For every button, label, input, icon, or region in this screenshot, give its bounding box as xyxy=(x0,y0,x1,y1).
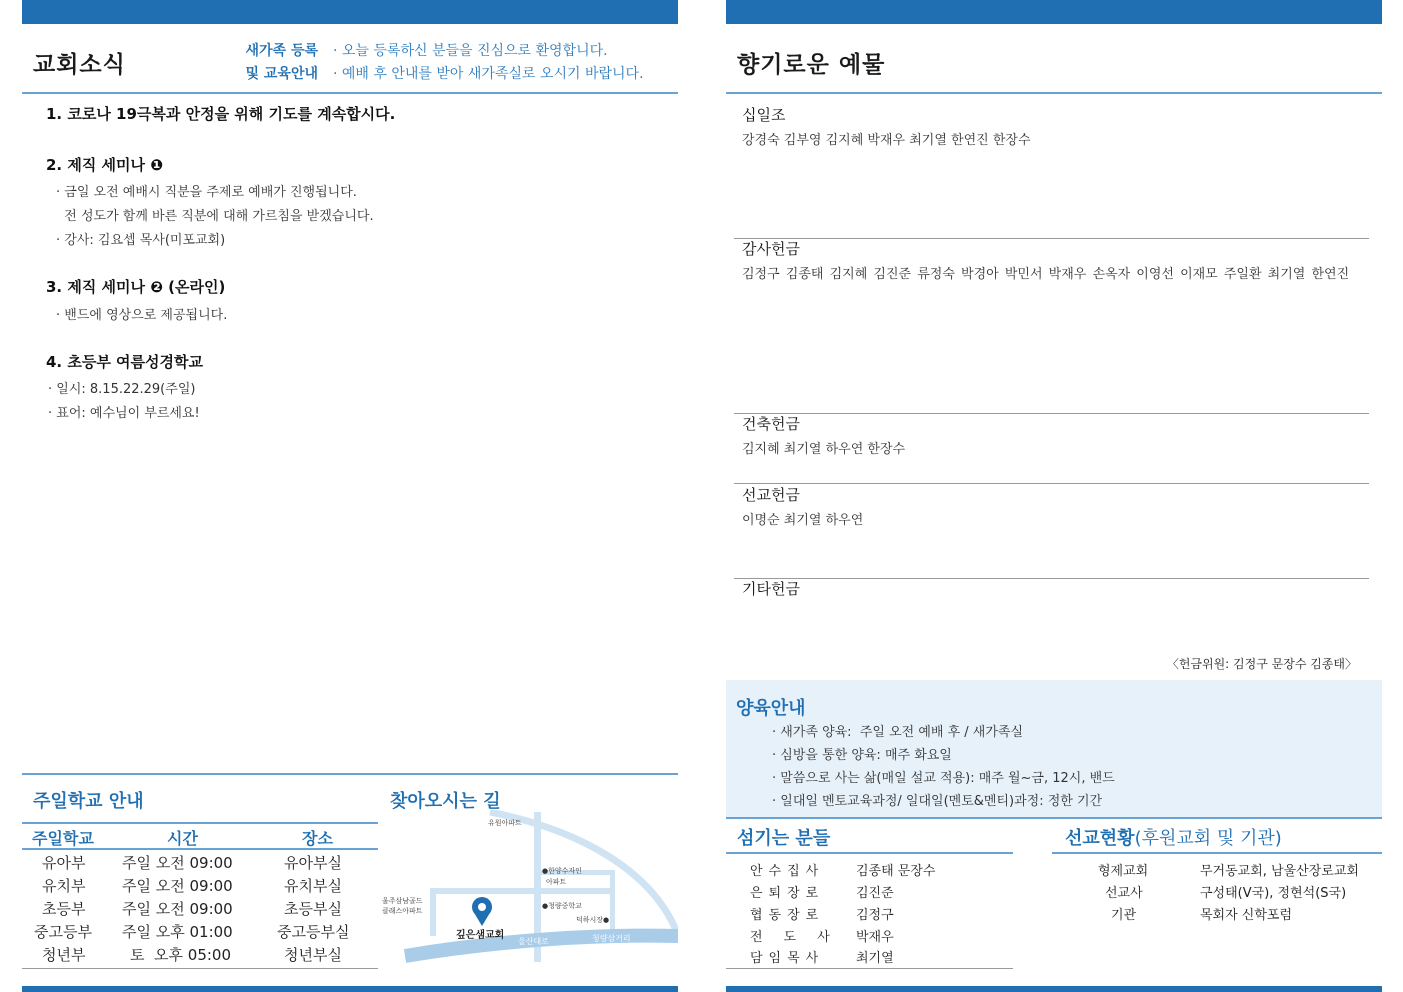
offering-givers: 강경숙 김부영 김지혜 박재우 최기열 한연진 한장수 xyxy=(742,133,1031,148)
offering-committee: 〈헌금위원: 김정구 문장수 김종태〉 xyxy=(1166,657,1357,671)
offering-name: 감사헌금 xyxy=(742,240,800,258)
news-item-1-heading: 1. 코로나 19극복과 안정을 위해 기도를 계속합시다. xyxy=(46,105,396,123)
news-item-4-line: · 일시: 8.15.22.29(주일) xyxy=(48,382,196,397)
news-item-4-heading: 4. 초등부 여름성경학교 xyxy=(46,353,203,371)
map-label-apartment-2: ●한양수자인 xyxy=(542,867,582,875)
mission-category: 형제교회 xyxy=(1098,864,1149,879)
mission-category: 기관 xyxy=(1111,908,1137,923)
news-item-2-line: 전 성도가 함께 바른 직분에 대해 가르침을 받겠습니다. xyxy=(56,209,374,224)
offering-separator xyxy=(734,578,1369,579)
sunday-school-title: 주일학교 안내 xyxy=(33,791,144,812)
mission-rule xyxy=(1052,852,1382,854)
news-item-4-line: · 표어: 예수님이 부르세요! xyxy=(48,406,200,421)
row-time: 주일 오전 09:00 xyxy=(122,900,233,918)
staff-rule xyxy=(726,852,1013,854)
offering-name: 기타헌금 xyxy=(742,580,800,598)
map-road-label-2: 청량삼거리 xyxy=(592,934,631,943)
registration-line: · 오늘 등록하신 분들을 진심으로 환영합니다. xyxy=(333,43,608,59)
mission-value: 목회자 신학포럼 xyxy=(1200,908,1293,923)
staff-name: 김정구 xyxy=(856,908,894,923)
row-time: 주일 오전 09:00 xyxy=(122,877,233,895)
top-bar-left xyxy=(22,0,678,24)
staff-role: 전도사 xyxy=(750,930,851,945)
map-road-label-1: 울산대로 xyxy=(518,937,549,946)
staff-role: 담임목사 xyxy=(750,951,825,966)
mission-value: 구성태(V국), 정현석(S국) xyxy=(1200,886,1347,901)
registration-label-line1: 새가족 등록 xyxy=(245,43,318,59)
staff-name: 김종태 문장수 xyxy=(856,864,936,879)
row-school: 유치부 xyxy=(42,877,86,895)
education-line: · 말씀으로 사는 삶(매일 설교 적용): 매주 월~금, 12시, 밴드 xyxy=(772,771,1115,786)
mission-category: 선교사 xyxy=(1105,886,1143,901)
offering-givers: 이명순 최기열 하우연 xyxy=(742,513,864,528)
offering-name: 십일조 xyxy=(742,106,786,124)
row-school: 중고등부 xyxy=(34,923,92,941)
mission-title-main: 선교현황 xyxy=(1065,828,1135,849)
bottom-bar-left xyxy=(22,986,678,992)
offering-separator xyxy=(734,483,1369,484)
map-label-apartment-2b: 아파트 xyxy=(546,878,567,886)
offering-name: 건축헌금 xyxy=(742,415,800,433)
registration-text xyxy=(333,40,678,86)
sunday-school-header xyxy=(22,822,378,850)
staff-role: 협동장로 xyxy=(750,908,825,923)
offering-separator xyxy=(734,238,1369,239)
offering-separator xyxy=(734,413,1369,414)
education-line: · 심방을 통한 양육: 매주 화요일 xyxy=(772,748,952,763)
row-place: 유치부실 xyxy=(284,877,342,895)
mission-title xyxy=(1065,824,1282,850)
staff-name: 박재우 xyxy=(856,930,894,945)
row-place: 청년부실 xyxy=(284,946,342,964)
registration-line: · 예배 후 안내를 받아 새가족실로 오시기 바랍니다. xyxy=(333,66,644,82)
header-place: 장소 xyxy=(302,829,333,848)
directions-map xyxy=(380,810,678,970)
map-label-apartment-1: 유원아파트 xyxy=(488,819,522,827)
row-time: 주일 오후 01:00 xyxy=(122,923,233,941)
news-item-3-heading: 3. 제직 세미나 ❷ (온라인) xyxy=(46,278,226,296)
education-line: · 일대일 멘토교육과정/ 일대일(멘토&멘티)과정: 정한 기간 xyxy=(772,794,1103,809)
top-bar-right xyxy=(726,0,1382,24)
staff-list xyxy=(726,858,1013,969)
mission-value: 무거동교회, 남울산장로교회 xyxy=(1200,864,1359,879)
offering-givers: 김정구 김종태 김지혜 김진준 류정숙 박경아 박민서 박재우 손옥자 이영선 이재모 주일환 최기열 한연진 xyxy=(742,267,1350,282)
offering-name: 선교헌금 xyxy=(742,486,800,504)
header-time: 시간 xyxy=(167,829,198,848)
offering-divider xyxy=(726,92,1382,94)
news-item-2-line: · 금일 오전 예배시 직분을 주제로 예배가 진행됩니다. xyxy=(56,185,357,200)
row-school: 유아부 xyxy=(42,854,86,872)
directions-title: 찾아오시는 길 xyxy=(390,791,501,812)
header-school: 주일학교 xyxy=(32,829,94,848)
news-divider xyxy=(22,92,678,94)
news-item-3-line: · 밴드에 영상으로 제공됩니다. xyxy=(56,308,228,323)
registration-label xyxy=(222,40,318,86)
row-school: 청년부 xyxy=(42,946,86,964)
education-title: 양육안내 xyxy=(736,698,806,719)
news-item-2-heading: 2. 제직 세미나 ❶ xyxy=(46,156,163,174)
map-church-name: 깊은샘교회 xyxy=(456,930,505,941)
row-time: 토 오후 05:00 xyxy=(130,946,232,964)
row-school: 초등부 xyxy=(42,900,86,918)
row-place: 초등부실 xyxy=(284,900,342,918)
row-time: 주일 오전 09:00 xyxy=(122,854,233,872)
staff-name: 김진준 xyxy=(856,886,894,901)
bottom-bar-right xyxy=(726,986,1382,992)
map-label-school: ●청량중학교 xyxy=(542,902,582,910)
offering-title: 향기로운 예물 xyxy=(737,52,886,78)
offering-givers: 김지혜 최기열 하우연 한장수 xyxy=(742,442,906,457)
map-label-apartment-3b: 클래스아파트 xyxy=(382,907,423,915)
staff-name: 최기열 xyxy=(856,951,894,966)
education-line: · 새가족 양육: 주일 오전 예배 후 / 새가족실 xyxy=(772,725,1024,740)
row-place: 중고등부실 xyxy=(277,923,350,941)
staff-title: 섬기는 분들 xyxy=(737,828,831,849)
mission-list xyxy=(1052,860,1382,950)
sunday-school-table xyxy=(22,822,378,969)
education-bottom-rule xyxy=(726,817,1382,819)
staff-role: 안수집사 xyxy=(750,864,825,879)
map-label-apartment-3: 울주삼남골드 xyxy=(382,897,423,905)
sunday-school-row xyxy=(22,875,378,897)
sunday-school-row xyxy=(22,944,378,966)
sunday-school-row xyxy=(22,921,378,943)
mission-title-sub: (후원교회 및 기관) xyxy=(1134,828,1282,849)
registration-label-line2: 및 교육안내 xyxy=(245,66,318,82)
sunday-school-row xyxy=(22,852,378,874)
row-place: 유아부실 xyxy=(284,854,342,872)
news-item-2-line: · 강사: 김요셉 목사(미포교회) xyxy=(56,233,226,248)
map-label-market: 덕하시장● xyxy=(576,916,610,924)
church-news-title: 교회소식 xyxy=(33,52,126,78)
staff-role: 은퇴장로 xyxy=(750,886,825,901)
bottom-section-divider xyxy=(22,773,678,775)
sunday-school-row xyxy=(22,898,378,920)
